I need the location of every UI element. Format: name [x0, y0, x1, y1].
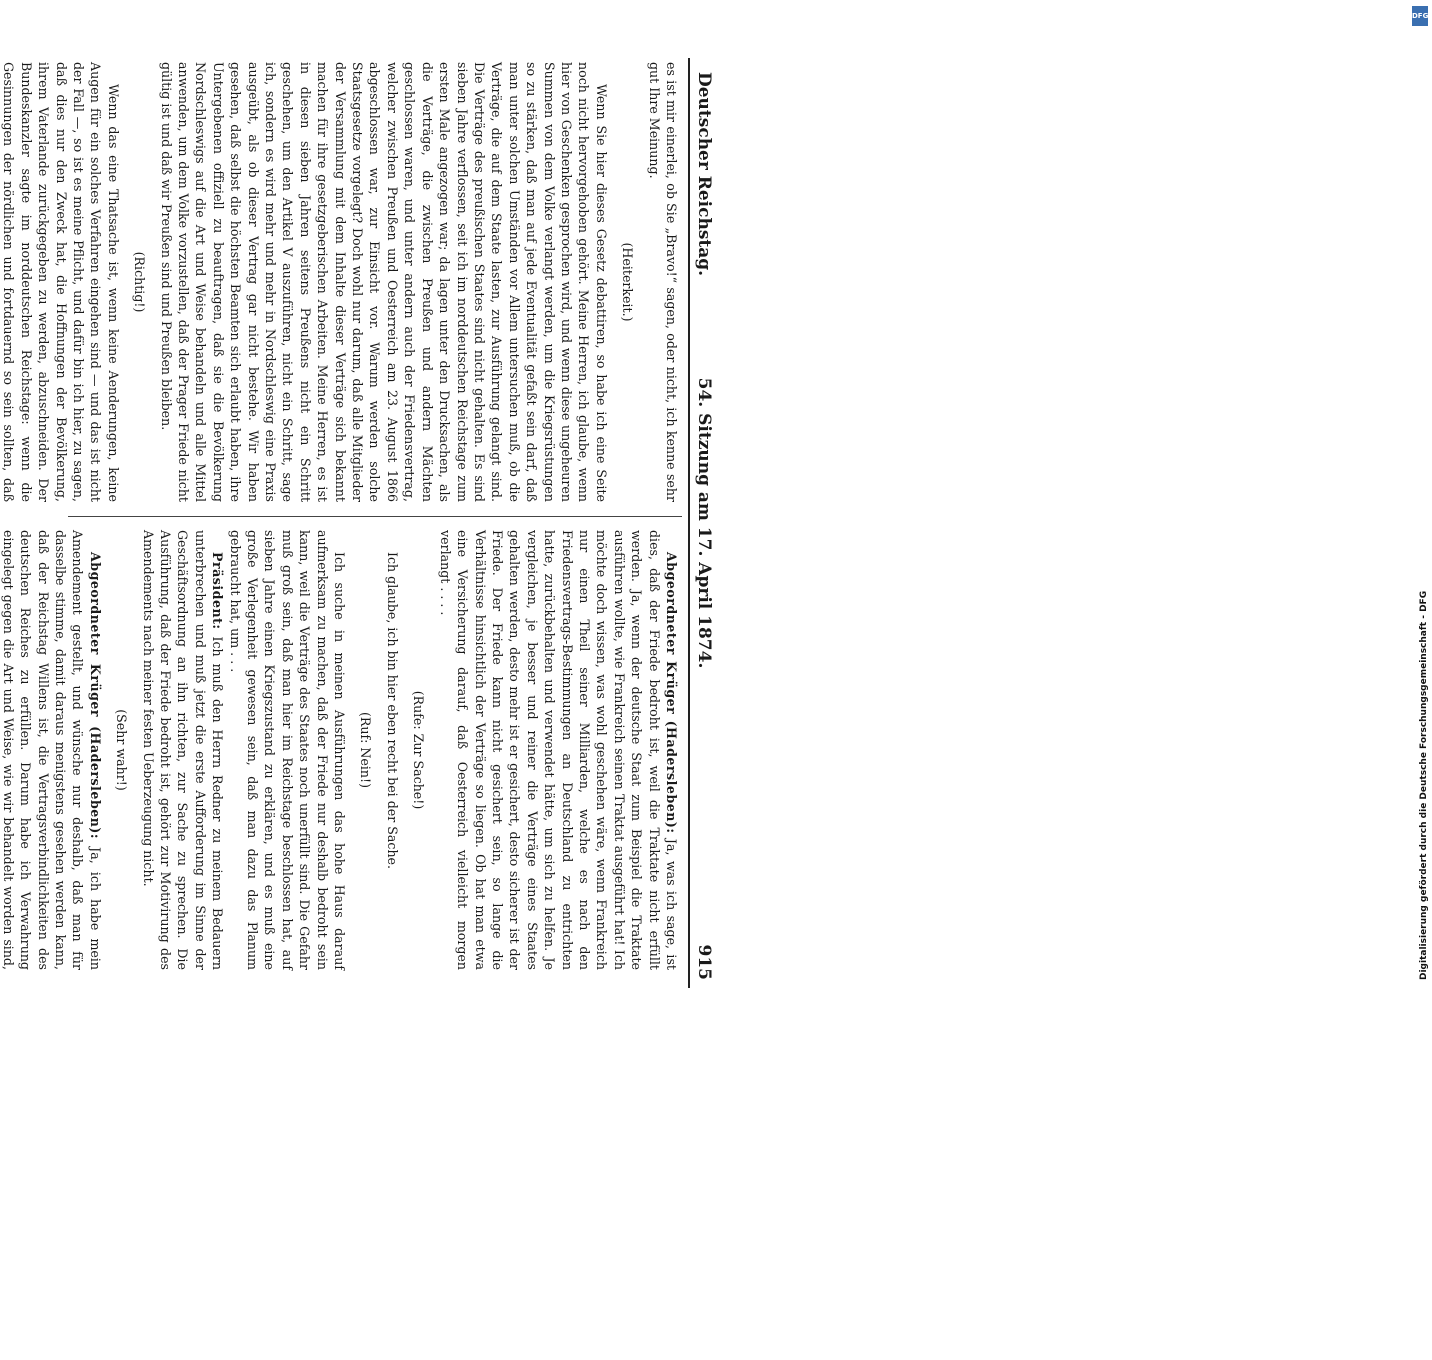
column-divider: [68, 516, 682, 517]
stage-direction: (Heiterkeit.): [620, 242, 636, 322]
speaker-name: Präsident:: [210, 552, 226, 630]
paragraph: [436, 530, 680, 970]
header-page-number: 915: [694, 944, 714, 980]
paragraph-text: Ich suche in meinen Ausführungen das hohe Haus darauf aufmerksam zu machen, daß der Friede nur deshalb bedroht sein kann, weil die Verträge des Staates noch unerfüllt sind. Die Gefahr muß groß sein, daß man hier im Reichstage beschlossen hat, auf sieben Jahre einen Kriegszustand zu erklären, und es muß eine große Verlegenheit gewesen sein, daß man dazu das Planum gebraucht hat, um . . .: [227, 530, 348, 970]
paragraph-text: es ist mir einerlei, ob Sie „Bravo!“ sagen, oder nicht, ich kenne sehr gut Ihre Meinung.: [646, 62, 679, 502]
digitization-credit: Digitalisierung gefördert durch die Deutsche Forschungsgemeinschaft - DFG: [1419, 590, 1429, 980]
page-header: [688, 58, 718, 988]
paragraph-text: Wenn das eine Thatsache ist, wenn keine Aenderungen, keine Augen für ein solches Verfahren eingehen sind — und das ist nicht der Fall —, so ist es meine Pflicht, und dafür bin ich hier, zu sagen, daß dies nur den Zweck hat, die Hoffnungen der Bevölkerung, ihrem Vaterlande zurückgegeben zu werden, abzuschneiden. Der Bundeskanzler sagte im norddeutschen Reichstage: wenn die Gesinnungen der nördlichen und fortdauernd so sein sollten, daß: [1, 62, 121, 502]
paragraph-text: Ja, ich habe mein Amendement gestellt, und wünsche nur deshalb, daß man für dasselbe stimme, damit daraus menigstens gesehen werden kann, daß der Reichstag Willens ist, die Vertragsverbindlichkeiten des deutschen Reiches zu erfüllen. Darum habe ich Verwahrung eingelegt gegen die Art und Weise, wie wir behandelt worden sind,: [0, 530, 103, 970]
header-title: Deutscher Reichstag.: [694, 72, 714, 277]
paragraph-text: Ich glaube, ich bin hier eben recht bei der Sache.: [384, 552, 400, 870]
document-page: [0, 58, 718, 988]
paragraph: [139, 530, 226, 970]
dfg-logo: DFG: [1412, 6, 1428, 26]
digitization-sidebar: [1404, 0, 1430, 1000]
paragraph: [0, 62, 122, 502]
paragraph: [157, 62, 610, 502]
paragraph-text: Ich muß den Herrn Redner zu meinem Bedauern unterbrechen und muß jetzt die erste Aufforderung im Sinne der Geschäftsordnung an ihn richten, zur Sache zu sprechen. Die Ausführung, daß der Friede bedroht ist, gehört zur Motivirung des Amendements nach meiner festen Ueberzeugung nicht.: [140, 530, 226, 970]
paragraph: [384, 530, 401, 970]
right-column: [0, 530, 680, 970]
speaker-name: Abgeordneter Krüger (Hadersleben):: [87, 552, 103, 840]
stage-direction: (Rufe: Zur Sache!): [411, 690, 427, 810]
paragraph: [645, 62, 680, 502]
stage-direction: (Ruf: Nein!): [358, 712, 374, 788]
header-session: 54. Sitzung am 17. April 1874.: [694, 377, 714, 669]
speaker-name: Abgeordneter Krüger (Hadersleben):: [664, 552, 679, 834]
paragraph: [226, 530, 348, 970]
paragraph-text: Ja, was ich sage, ist dies, daß der Friede bedroht ist, weil die Traktate nicht erfüllt werden. Ja, wenn der deutsche Staat zum Beispiel die Traktate ausführen wollte, wie Frankreich seinen Traktat ausgeführt hat! Ich möchte doch wissen, was wohl geschehen wäre, wenn Frankreich nur einen Theil seiner Milliarden, welche es nach den Friedensvertrags-Bestimmungen an Deutschland zu entrichten hatte, zurückbehalten und verwendet hätte, um sich zu helfen. Je vergleichen, je besser und reiner die Verträge eines Staates gehalten werden, desto mehr ist er gesichert, desto sicherer ist der Friede. Der Friede kann nicht gesichert sein, so lange die Verhältnisse hinsichtlich der Verträge so liegen. Ob hat man etwa eine Versicherung darauf, daß Oesterreich vielleicht morgen verlangt . . . .: [437, 530, 679, 970]
stage-direction: (Sehr wahr!): [114, 709, 130, 791]
paragraph: [0, 530, 104, 970]
stage-direction: (Richtig!): [132, 251, 148, 313]
left-column: [1, 62, 680, 502]
paragraph-text: Wenn Sie hier dieses Gesetz debattiren, so habe ich eine Seite noch nicht hervorgehoben gehört. Meine Herren, ich glaube, wenn hier von Geschenken gesprochen wird, und wenn diese ungeheuren Summen von dem Volke verlangt werden, um die Kriegsrüstungen so zu stärken, daß man auf jede Eventualität gefaßt sein darf, daß man unter solchen Umständen vor Allem untersuchen muß, ob die Verträge, die auf dem Staate lasten, zur Ausführung gelangt sind. Die Verträge des preußischen Staates sind nicht gehalten. Es sind sieben Jahre verflossen, seit ich im norddeutschen Reichstage zum ersten Male angezogen war; da lagen unter den Drucksachen, als die Verträge, die zwischen Preußen und andern Mächten geschlossen waren, und unter andern auch der Friedensvertrag, welcher zwischen Preußen und Oesterreich am 23. August 1866 abgeschlossen war, zur Einsicht vor. Warum werden solche Staatsgesetze vorgelegt? Doch wohl nur darum, daß alle Mitglieder der Versammlung mit dem Inhalte dieser Verträge sich bekannt machen für ihre gesetzgeberischen Arbeiten. Meine Herren, es ist in diesen sieben Jahren seitens Preußens nicht ein Schritt geschehen, um den Artikel V auszuführen, nicht ein Schritt, sage ich, sondern es wird mehr und mehr in Nordschleswig eine Praxis ausgeübt, als ob dieser Vertrag gar nicht bestehe. Wir haben gesehen, daß selbst die höchsten Beamten sich erlaubt haben, ihre Untergebenen offiziell zu beauftragen, daß sie die Bevölkerung Nordschleswigs auf die Art und Weise behandeln und alle Mittel anwenden, um dem Volke vorzustellen, daß der Prager Friede nicht gültig ist und daß wir Preußen sind und Preußen bleiben.: [158, 62, 609, 502]
